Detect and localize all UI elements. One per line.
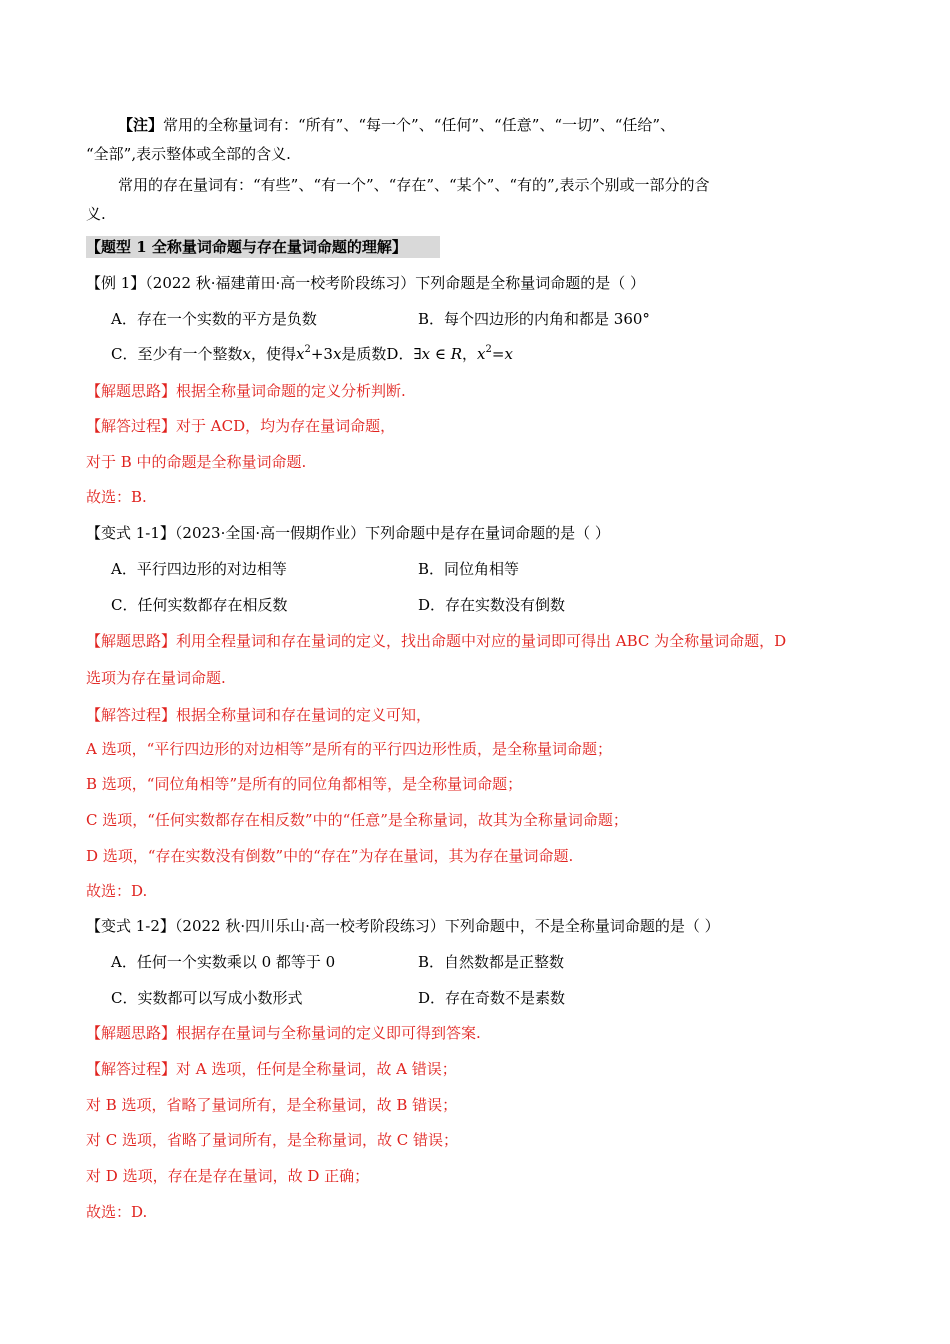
- note-line-3: 常用的存在量词有：“有些”、“有一个”、“存在”、“某个”、“有的”,表示个别或一部分的含: [118, 176, 710, 194]
- variant12-option-d: D．存在奇数不是素数: [418, 989, 566, 1007]
- variant11-option-d: D．存在实数没有倒数: [418, 596, 566, 614]
- note-line-4: 义.: [86, 205, 106, 223]
- variant11-option-c: C．任何实数都存在相反数: [111, 596, 288, 614]
- example1-option-a: A．存在一个实数的平方是负数: [111, 310, 317, 328]
- example1-option-b: B．每个四边形的内角和都是 360°: [418, 310, 650, 328]
- example1-stem: 【例 1】（2022 秋·福建莆田·高一校考阶段练习）下列命题是全称量词命题的是（ ）: [86, 274, 646, 292]
- section-title: 【题型 1 全称量词命题与存在量词命题的理解】: [86, 238, 407, 256]
- variant12-idea: 【解题思路】根据存在量词与全称量词的定义即可得到答案.: [86, 1024, 481, 1042]
- example1-option-c: C．至少有一个整数x，使得$x^2+3x$是质数D．∃x ∈ R，$x^2=x$: [111, 344, 513, 363]
- variant12-option-b: B．自然数都是正整数: [418, 953, 565, 971]
- example1-option-d: D．∃x ∈ R，$x^2=x$: [386, 344, 513, 363]
- note-label: 【注】: [118, 116, 164, 134]
- variant11-option-a: A．平行四边形的对边相等: [111, 560, 287, 578]
- variant12-process-2: 对 B 选项，省略了量词所有，是全称量词，故 B 错误；: [86, 1096, 458, 1114]
- variant11-idea-1: 【解题思路】利用全程量词和存在量词的定义，找出命题中对应的量词即可得出 ABC 为全称量词命题，D: [86, 632, 787, 650]
- variant12-process-1: 【解答过程】对 A 选项，任何是全称量词，故 A 错误；: [86, 1060, 457, 1078]
- note-line-1: 【注】常用的全称量词有：“所有”、“每一个”、“任何”、“任意”、“一切”、“任给”、: [118, 116, 676, 134]
- variant11-process-3: B 选项，“同位角相等”是所有的同位角都相等，是全称量词命题；: [86, 775, 523, 793]
- variant11-process-5: D 选项，“存在实数没有倒数”中的“存在”为存在量词，其为存在量词命题.: [86, 847, 574, 865]
- variant11-process-4: C 选项，“任何实数都存在相反数”中的“任意”是全称量词，故其为全称量词命题；: [86, 811, 628, 829]
- variant11-idea-2: 选项为存在量词命题.: [86, 669, 226, 687]
- variant12-stem: 【变式 1-2】（2022 秋·四川乐山·高一校考阶段练习）下列命题中，不是全称量词命题的是（ ）: [86, 917, 720, 935]
- variant11-answer: 故选：D.: [86, 882, 148, 900]
- variant12-process-3: 对 C 选项，省略了量词所有，是全称量词，故 C 错误；: [86, 1131, 459, 1149]
- variant11-stem: 【变式 1-1】（2023·全国·高一假期作业）下列命题中是存在量词命题的是（ ）: [86, 524, 610, 542]
- variant12-option-a: A．任何一个实数乘以 0 都等于 0: [111, 953, 336, 971]
- variant12-option-c: C．实数都可以写成小数形式: [111, 989, 303, 1007]
- example1-answer: 故选：B.: [86, 488, 147, 506]
- variant11-option-b: B．同位角相等: [418, 560, 520, 578]
- variant11-process-1: 【解答过程】根据全称量词和存在量词的定义可知，: [86, 706, 432, 724]
- example1-idea: 【解题思路】根据全称量词命题的定义分析判断.: [86, 382, 406, 400]
- variant12-process-4: 对 D 选项，存在是存在量词，故 D 正确；: [86, 1167, 370, 1185]
- variant12-answer: 故选：D.: [86, 1203, 148, 1221]
- note-line-2: “全部”,表示整体或全部的含义.: [86, 145, 291, 163]
- variant11-process-2: A 选项，“平行四边形的对边相等”是所有的平行四边形性质，是全称量词命题；: [86, 740, 612, 758]
- example1-process-1: 【解答过程】对于 ACD，均为存在量词命题，: [86, 417, 396, 435]
- example1-process-2: 对于 B 中的命题是全称量词命题.: [86, 453, 307, 471]
